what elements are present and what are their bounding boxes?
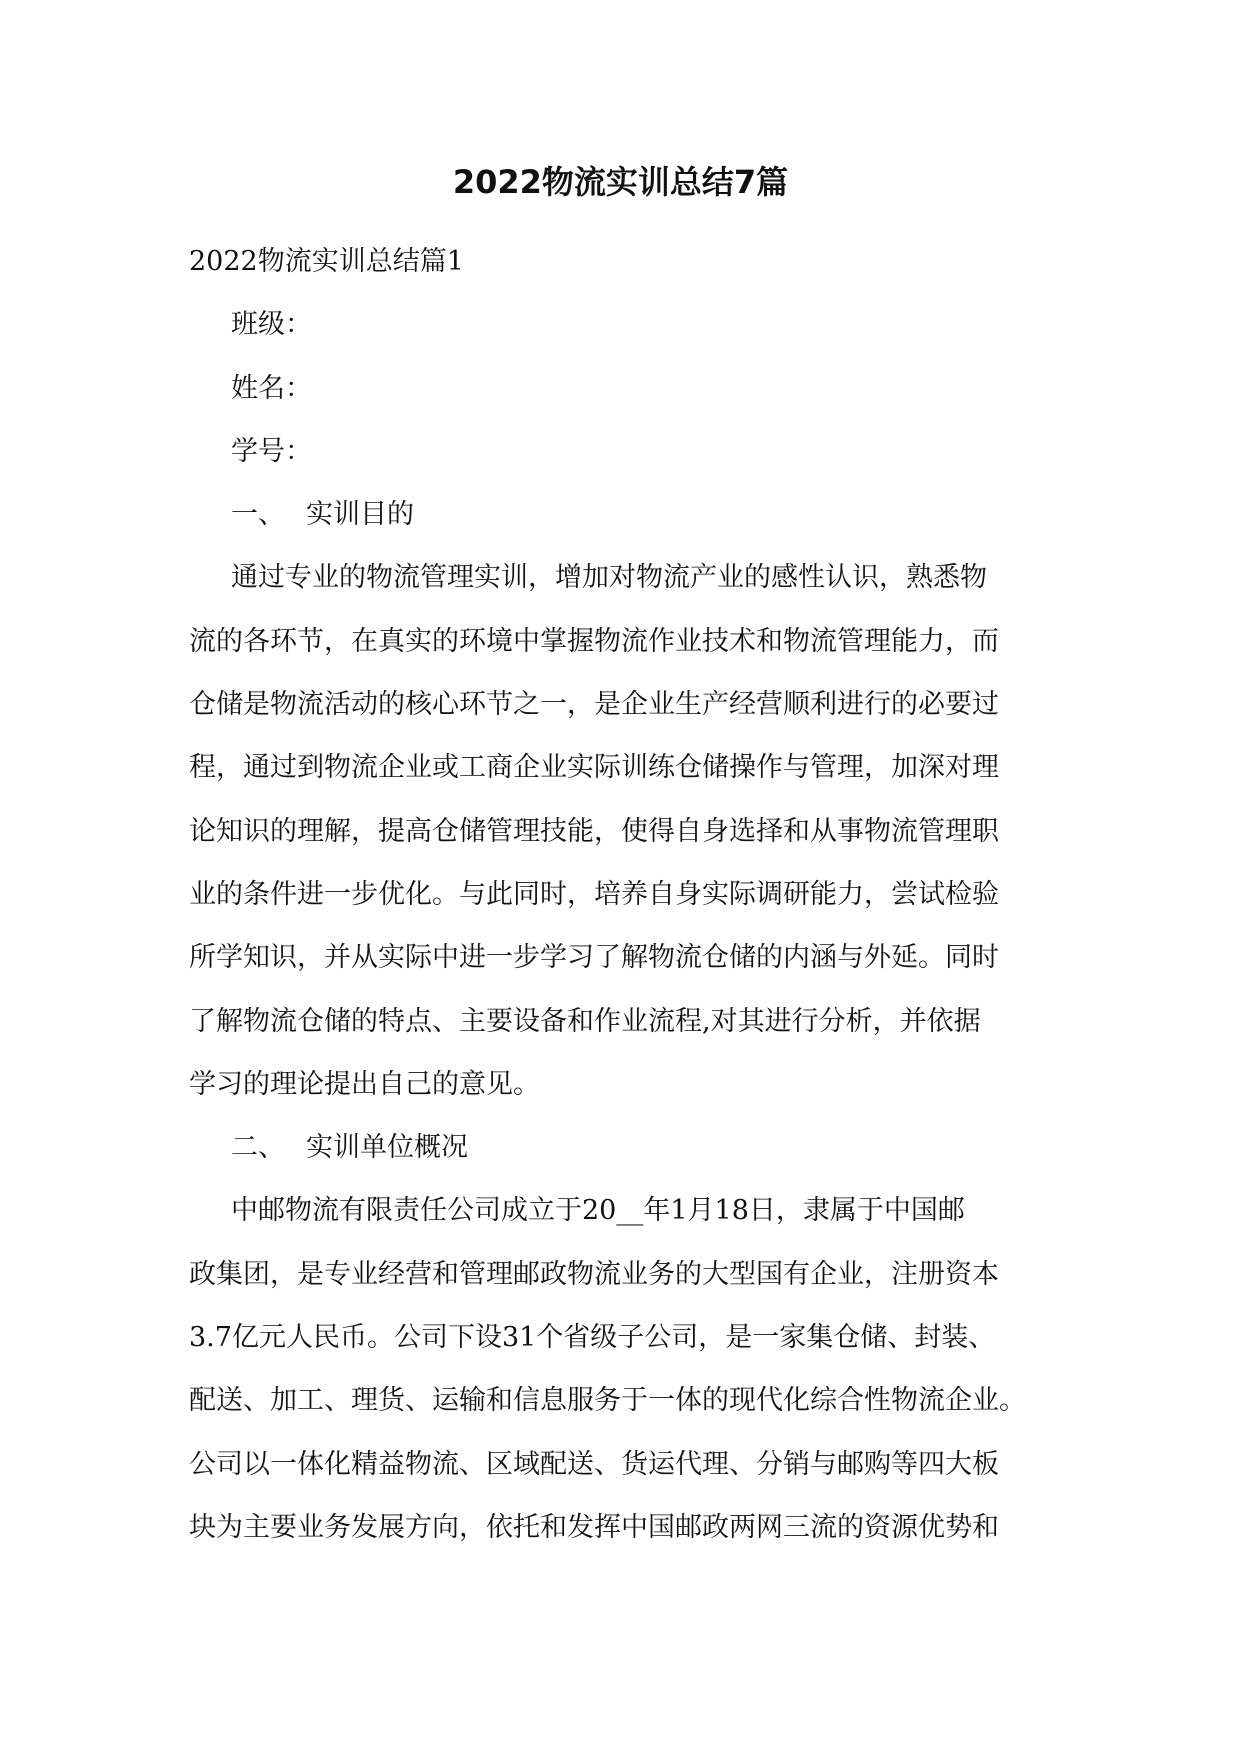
paragraph-line: 学习的理论提出自己的意见。 — [189, 1068, 540, 1100]
paragraph-line: 政集团，是专业经营和管理邮政物流业务的大型国有企业，注册资本 — [189, 1258, 999, 1290]
section-number: 一、 — [231, 499, 285, 531]
class-field: 班级： — [231, 309, 312, 341]
paragraph-line: 仓储是物流活动的核心环节之一，是企业生产经营顺利进行的必要过 — [189, 689, 999, 721]
paragraph-line: 程，通过到物流企业或工商企业实际训练仓储操作与管理，加深对理 — [189, 752, 999, 784]
section-heading-purpose — [189, 483, 1059, 546]
section-number: 二、 — [231, 1132, 285, 1164]
paragraph-line: 流的各环节，在真实的环境中掌握物流作业技术和物流管理能力，而 — [189, 625, 999, 657]
document-title: 2022物流实训总结7篇 — [452, 163, 789, 201]
document-body — [189, 230, 1059, 1559]
student-id-field: 学号： — [231, 435, 312, 467]
section-heading-text: 实训单位概况 — [306, 1132, 468, 1164]
paragraph-line: 通过专业的物流管理实训，增加对物流产业的感性认识，熟悉物 — [231, 562, 987, 594]
paragraph-line: 块为主要业务发展方向，依托和发挥中国邮政两网三流的资源优势和 — [189, 1511, 999, 1543]
paragraph-line: 3.7亿元人民币。公司下设31个省级子公司，是一家集仓储、封装、 — [189, 1322, 996, 1354]
paragraph-line: 业的条件进一步优化。与此同时，培养自身实际调研能力，尝试检验 — [189, 878, 999, 910]
paragraph-line: 所学知识，并从实际中进一步学习了解物流仓储的内涵与外延。同时 — [189, 942, 999, 974]
paragraph-line: 了解物流仓储的特点、主要设备和作业流程,对其进行分析，并依据 — [189, 1005, 981, 1037]
section-heading-company — [189, 1116, 1059, 1179]
name-field: 姓名： — [231, 372, 312, 404]
paragraph-line: 中邮物流有限责任公司成立于20__年1月18日，隶属于中国邮 — [231, 1195, 965, 1227]
article-subtitle: 2022物流实训总结篇1 — [189, 246, 464, 277]
paragraph-line: 公司以一体化精益物流、区域配送、货运代理、分销与邮购等四大板 — [189, 1448, 999, 1480]
paragraph-line: 配送、加工、理货、运输和信息服务于一体的现代化综合性物流企业。 — [189, 1385, 1026, 1417]
paragraph-line: 论知识的理解，提高仓储管理技能，使得自身选择和从事物流管理职 — [189, 815, 999, 847]
section-heading-text: 实训目的 — [306, 499, 414, 531]
